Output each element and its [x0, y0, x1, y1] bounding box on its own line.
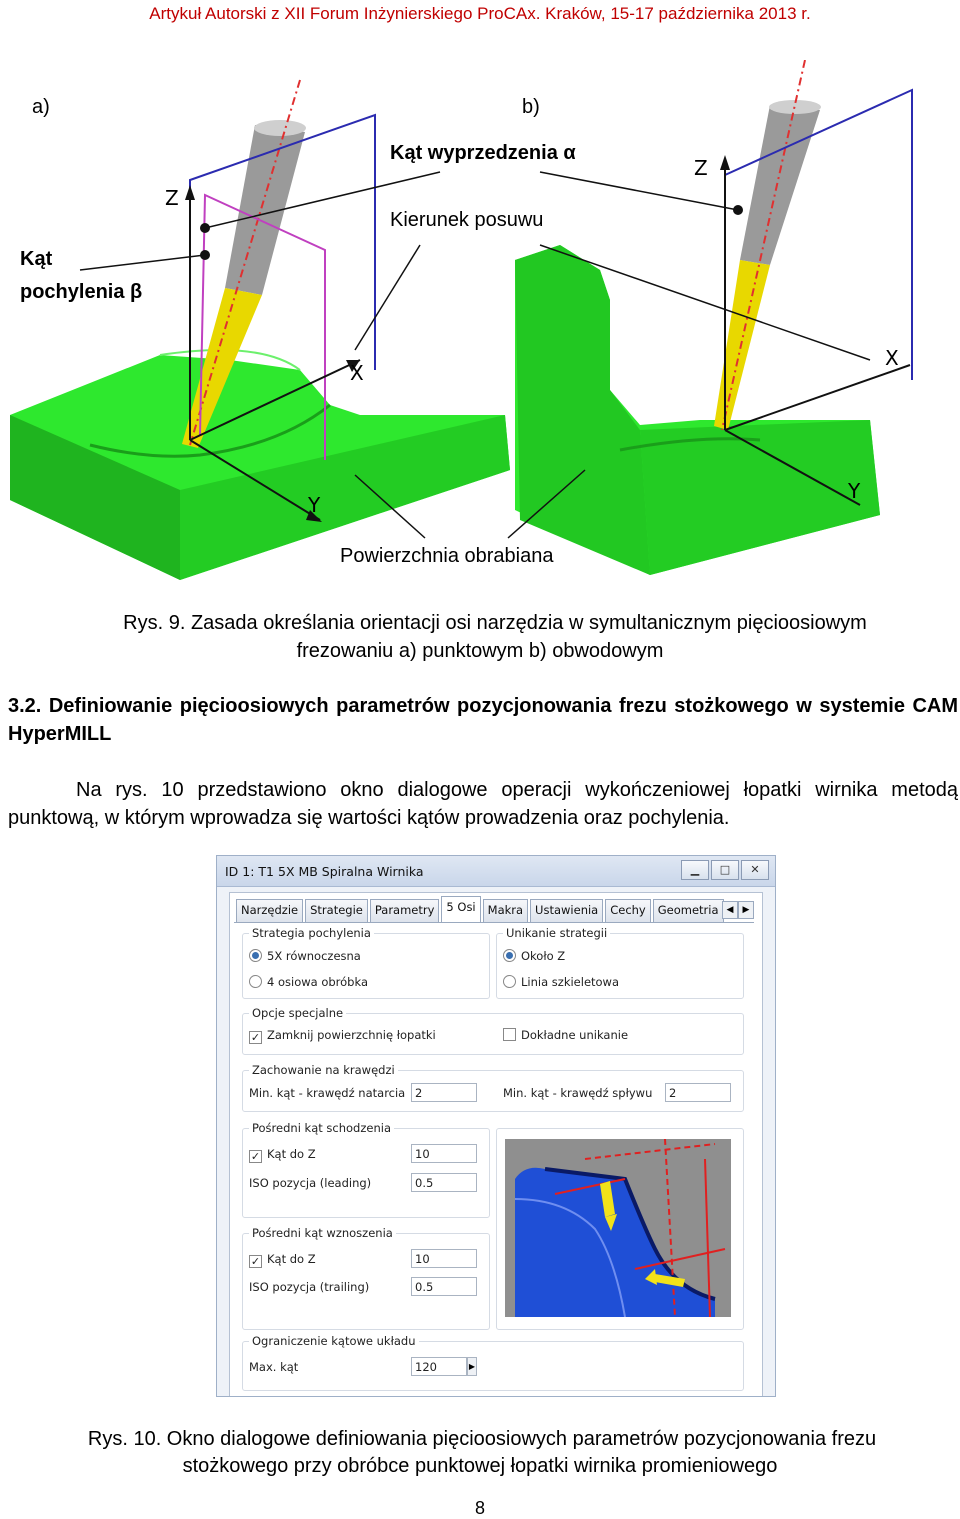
group-title: Ograniczenie kątowe układu: [249, 1334, 419, 1348]
axis-x-label-a: X: [350, 361, 364, 385]
workpiece-b: [515, 245, 880, 575]
dialog-title: ID 1: T1 5X MB Spiralna Wirnika: [225, 864, 424, 879]
callout-tilt-angle-line1: Kąt: [20, 248, 53, 270]
label-min-angle-trailing-edge: Min. kąt - krawędź spływu: [503, 1086, 653, 1100]
input-ascent-angle-to-z[interactable]: 10: [411, 1249, 477, 1268]
body-paragraph: [8, 776, 958, 832]
checkbox-precise-avoidance[interactable]: Dokładne unikanie: [503, 1028, 628, 1042]
hypermill-dialog: [216, 855, 776, 1397]
axis-x-label-b: X: [885, 346, 899, 370]
minimize-icon[interactable]: ▁: [681, 860, 709, 880]
group-edge-behavior: [242, 1063, 744, 1112]
axis-z-label-a: Z: [165, 186, 179, 210]
axis-z-label-b: Z: [694, 156, 708, 180]
input-descent-angle-to-z[interactable]: 10: [411, 1144, 477, 1163]
tool-b: [714, 60, 821, 430]
axis-y-label-b: Y: [848, 479, 861, 503]
radio-skeleton-line[interactable]: Linia szkieletowa: [503, 975, 619, 989]
section-heading: 3.2. Definiowanie pięcioosiowych parametrów pozycjonowania frezu stożkowego w systemie CAM HyperMILL: [8, 695, 958, 745]
radio-4-axis[interactable]: 4 osiowa obróbka: [249, 975, 368, 989]
checkbox-ascent-angle-to-z[interactable]: ✓ Kąt do Z: [250, 1252, 316, 1268]
dialog-body: [229, 892, 763, 1397]
tab-strategie[interactable]: Strategie: [305, 899, 368, 922]
checkbox-close-blade-surface[interactable]: ✓ Zamknij powierzchnię łopatki: [250, 1028, 436, 1044]
tab-scroll-right-icon[interactable]: ▶: [738, 901, 754, 919]
group-title: Pośredni kąt schodzenia: [249, 1121, 394, 1135]
checkbox-descent-angle-to-z[interactable]: ✓ Kąt do Z: [250, 1147, 316, 1163]
label-max-angle: Max. kąt: [249, 1360, 299, 1374]
group-avoid-strategy: [496, 926, 744, 999]
radio-around-z[interactable]: Około Z: [503, 949, 565, 963]
tab-bar: [236, 899, 726, 921]
callout-tilt-angle-line2: pochylenia β: [20, 281, 143, 303]
group-descent-angle: [242, 1121, 490, 1218]
radio-selected-icon: [249, 949, 262, 962]
figure-9-caption-line1: Rys. 9. Zasada określania orientacji osi narzędzia w symultanicznym pięcioosiowym: [123, 612, 867, 634]
group-title: Zachowanie na krawędzi: [249, 1063, 398, 1077]
dialog-titlebar[interactable]: [217, 856, 775, 887]
radio-selected-icon: [503, 949, 516, 962]
group-title: Opcje specjalne: [249, 1006, 346, 1020]
input-min-angle-leading-edge[interactable]: 2: [411, 1083, 477, 1102]
group-ascent-angle: [242, 1226, 490, 1330]
group-title: Unikanie strategii: [503, 926, 610, 940]
page-number: 8: [474, 1498, 485, 1518]
checkbox-checked-icon: ✓: [250, 1150, 261, 1163]
checkbox-checked-icon: ✓: [250, 1031, 261, 1044]
group-title: Strategia pochylenia: [249, 926, 374, 940]
group-special-options: [242, 1006, 744, 1055]
figure-9b-label: b): [522, 96, 540, 118]
running-header: Artykuł Autorski z XII Forum Inżynierskiego ProCAx. Kraków, 15-17 października 2013 r.: [149, 4, 811, 23]
tab-geometria[interactable]: Geometria: [653, 899, 724, 922]
radio-5x-simultaneous[interactable]: 5X równoczesna: [249, 949, 361, 963]
checkbox-icon: [503, 1028, 516, 1041]
figure-9a-label: a): [32, 96, 50, 118]
radio-icon: [503, 975, 516, 988]
tab-panel-5-osi: [234, 922, 754, 1393]
input-iso-trailing[interactable]: 0.5: [411, 1277, 477, 1296]
input-iso-leading[interactable]: 0.5: [411, 1173, 477, 1192]
callout-lead-angle: Kąt wyprzedzenia α: [390, 142, 576, 164]
label-min-angle-leading-edge: Min. kąt - krawędź natarcia: [249, 1086, 406, 1100]
body-paragraph-text: Na rys. 10 przedstawiono okno dialogowe operacji wykończeniowej łopatki wirnika metodą punktową, w którym wprowadza się wartości kątów prowadzenia oraz pochylenia.: [8, 779, 958, 829]
max-angle-arrow-icon[interactable]: ▶: [467, 1357, 477, 1376]
tab-parametry[interactable]: Parametry: [370, 899, 440, 922]
checkbox-checked-icon: ✓: [250, 1255, 261, 1268]
group-angular-limit: [242, 1334, 744, 1391]
radio-icon: [249, 975, 262, 988]
label-iso-trailing: ISO pozycja (trailing): [249, 1280, 370, 1294]
callout-machined-surface: Powierzchnia obrabiana: [340, 545, 554, 567]
tab-makra[interactable]: Makra: [483, 899, 528, 922]
tab-cechy[interactable]: Cechy: [605, 899, 651, 922]
group-title: Pośredni kąt wznoszenia: [249, 1226, 396, 1240]
axis-y-label-a: Y: [308, 493, 321, 517]
tab-ustawienia[interactable]: Ustawienia: [530, 899, 603, 922]
input-min-angle-trailing-edge[interactable]: 2: [665, 1083, 731, 1102]
callout-feed-direction: Kierunek posuwu: [390, 209, 544, 231]
close-icon[interactable]: ✕: [741, 860, 769, 880]
blade-preview-image: [505, 1139, 731, 1317]
figure-9-caption-line2: frezowaniu a) punktowym b) obwodowym: [296, 640, 664, 662]
tab-narzedzie[interactable]: Narzędzie: [236, 899, 303, 922]
maximize-icon[interactable]: □: [711, 860, 739, 880]
figure-10-caption-line1: Rys. 10. Okno dialogowe definiowania pięcioosiowych parametrów pozycjonowania frezu: [87, 1428, 877, 1450]
group-preview: [496, 1128, 744, 1330]
group-tilt-strategy: [242, 926, 490, 999]
figure-10-caption-line2: stożkowego przy obróbce punktowej łopatki wirnika promieniowego: [182, 1455, 778, 1477]
tab-scroll-left-icon[interactable]: ◀: [722, 901, 738, 919]
tab-5-osi[interactable]: 5 Osi: [441, 896, 480, 922]
label-iso-leading: ISO pozycja (leading): [249, 1176, 372, 1190]
input-max-angle[interactable]: 120: [411, 1357, 467, 1376]
